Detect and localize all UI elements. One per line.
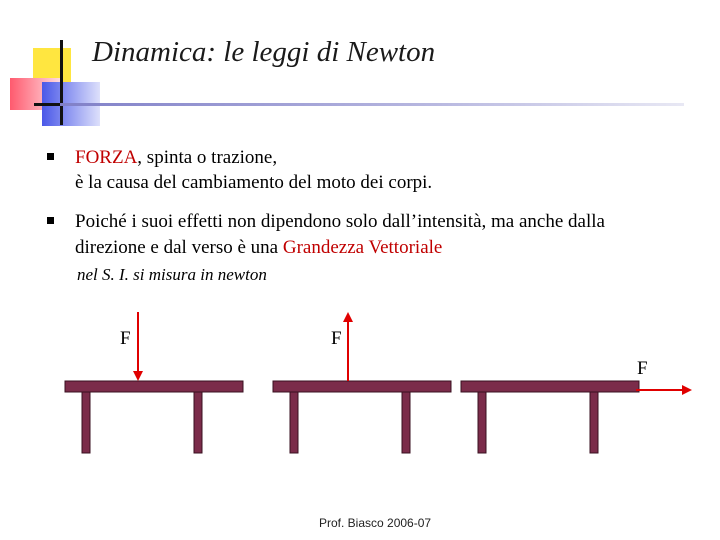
table-2: [273, 381, 451, 453]
square-bullet-icon: [47, 217, 54, 224]
forza-keyword: FORZA: [75, 147, 138, 168]
force-label-3: F: [637, 358, 648, 379]
bullet-2-line-2-text: direzione e dal verso è una: [75, 237, 283, 258]
title-underline: [60, 103, 684, 106]
bullet-2-line-2: [75, 236, 442, 259]
table-3: [461, 381, 639, 453]
slide-title: Dinamica: le leggi di Newton: [92, 36, 436, 68]
vector-quantity-keyword: Grandezza Vettoriale: [282, 237, 443, 258]
bullet-1-line-1-text: , spinta o trazione,: [137, 147, 278, 168]
footer-author: Prof. Biasco 2006-07: [319, 516, 432, 530]
force-label-2: F: [331, 328, 342, 349]
tables-diagram: [0, 300, 720, 470]
bullet-1-line-2: è la causa del cambiamento del moto dei corpi.: [75, 172, 433, 193]
bullet-2-line-1: Poiché i suoi effetti non dipendono solo dall’intensità, ma anche dalla: [75, 211, 605, 232]
table-1: [65, 381, 243, 453]
square-bullet-icon: [47, 153, 54, 160]
si-unit-note: nel S. I. si misura in newton: [77, 265, 267, 284]
bullet-1-line-1: [75, 146, 277, 169]
force-label-1: F: [120, 328, 131, 349]
